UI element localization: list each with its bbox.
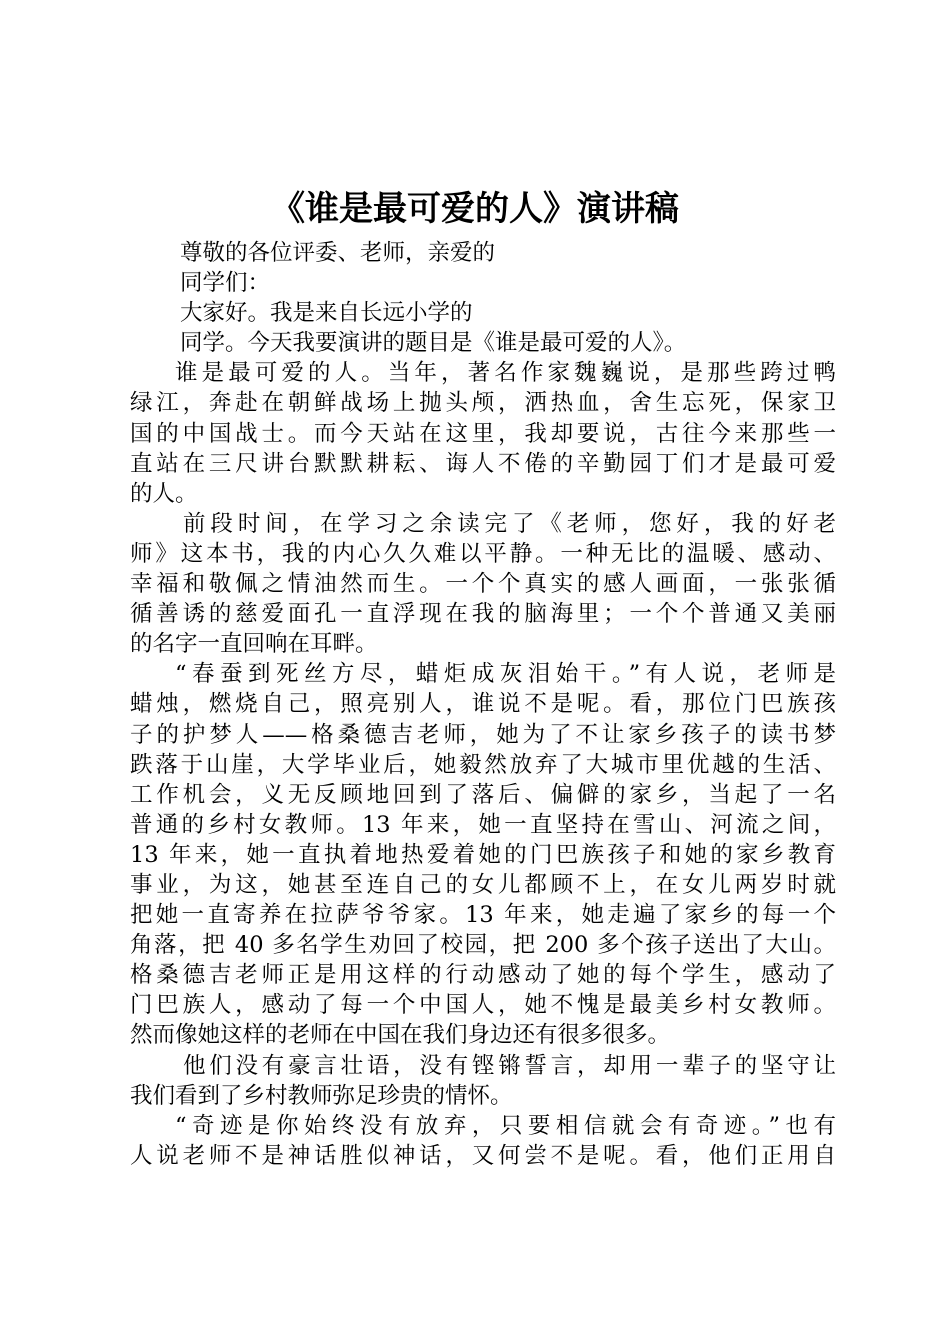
text-line: 他们没有豪言壮语，没有铿锵誓言，却用一辈子的坚守让 [183, 1052, 836, 1079]
text-line: 跌落于山崖，大学毕业后，她毅然放弃了大城市里优越的生活、 [130, 751, 836, 778]
text-line: 绿江，奔赴在朝鲜战场上抛头颅，洒热血，舍生忘死，保家卫 [130, 390, 836, 417]
text-line: 门巴族人，感动了每一个中国人，她不愧是最美乡村女教师。 [130, 992, 836, 1019]
text-line: 大家好。我是来自长远小学的 [180, 300, 473, 327]
text-line: 同学们： [180, 270, 271, 297]
text-line: 工作机会，义无反顾地回到了落后、偏僻的家乡，当起了一名 [130, 781, 836, 808]
text-line: 同学。今天我要演讲的题目是《谁是最可爱的人》。 [180, 330, 687, 357]
text-line: 角落，把 40 多名学生劝回了校园，把 200 多个孩子送出了大山。 [130, 932, 836, 959]
text-line: 子的护梦人——格桑德吉老师，她为了不让家乡孩子的读书梦 [130, 721, 836, 748]
document-title: 《谁是最可爱的人》演讲稿 [271, 189, 679, 229]
text-line: 然而像她这样的老师在中国在我们身边还有很多很多。 [130, 1022, 671, 1049]
text-line: 格桑德吉老师正是用这样的行动感动了她的每个学生，感动了 [130, 962, 836, 989]
text-line: “春蚕到死丝方尽，蜡炬成灰泪始干。”有人说，老师是 [175, 661, 836, 688]
text-line: 我们看到了乡村教师弥足珍贵的情怀。 [130, 1082, 513, 1109]
text-line: 的人。 [130, 480, 198, 507]
text-line: 谁是最可爱的人。当年，著名作家魏巍说，是那些跨过鸭 [175, 360, 836, 387]
text-line: 13 年来，她一直执着地热爱着她的门巴族孩子和她的家乡教育 [130, 841, 836, 868]
text-line: 师》这本书，我的内心久久难以平静。一种无比的温暖、感动、 [130, 540, 836, 567]
text-line: 前段时间，在学习之余读完了《老师，您好，我的好老 [183, 510, 836, 537]
text-line: 国的中国战士。而今天站在这里，我却要说，古往今来那些一 [130, 420, 836, 447]
text-line: 事业，为这，她甚至连自己的女儿都顾不上，在女儿两岁时就 [130, 871, 836, 898]
document-body [130, 238, 836, 1171]
text-line: 循善诱的慈爱面孔一直浮现在我的脑海里；一个个普通又美丽 [130, 601, 836, 628]
text-line: 的名字一直回响在耳畔。 [130, 631, 378, 658]
text-line: 直站在三尺讲台默默耕耘、诲人不倦的辛勤园丁们才是最可爱 [130, 450, 836, 477]
text-line: 尊敬的各位评委、老师，亲爱的 [180, 240, 496, 266]
text-line: 普通的乡村女教师。13 年来，她一直坚持在雪山、河流之间， [130, 811, 836, 838]
text-line: 人说老师不是神话胜似神话，又何尝不是呢。看，他们正用自 [130, 1142, 836, 1169]
text-line: 把她一直寄养在拉萨爷爷家。13 年来，她走遍了家乡的每一个 [130, 902, 836, 929]
text-line: “奇迹是你始终没有放弃，只要相信就会有奇迹。”也有 [175, 1112, 836, 1139]
text-line: 蜡烛，燃烧自己，照亮别人，谁说不是呢。看，那位门巴族孩 [130, 691, 836, 718]
text-line: 幸福和敬佩之情油然而生。一个个真实的感人画面，一张张循 [130, 571, 836, 598]
